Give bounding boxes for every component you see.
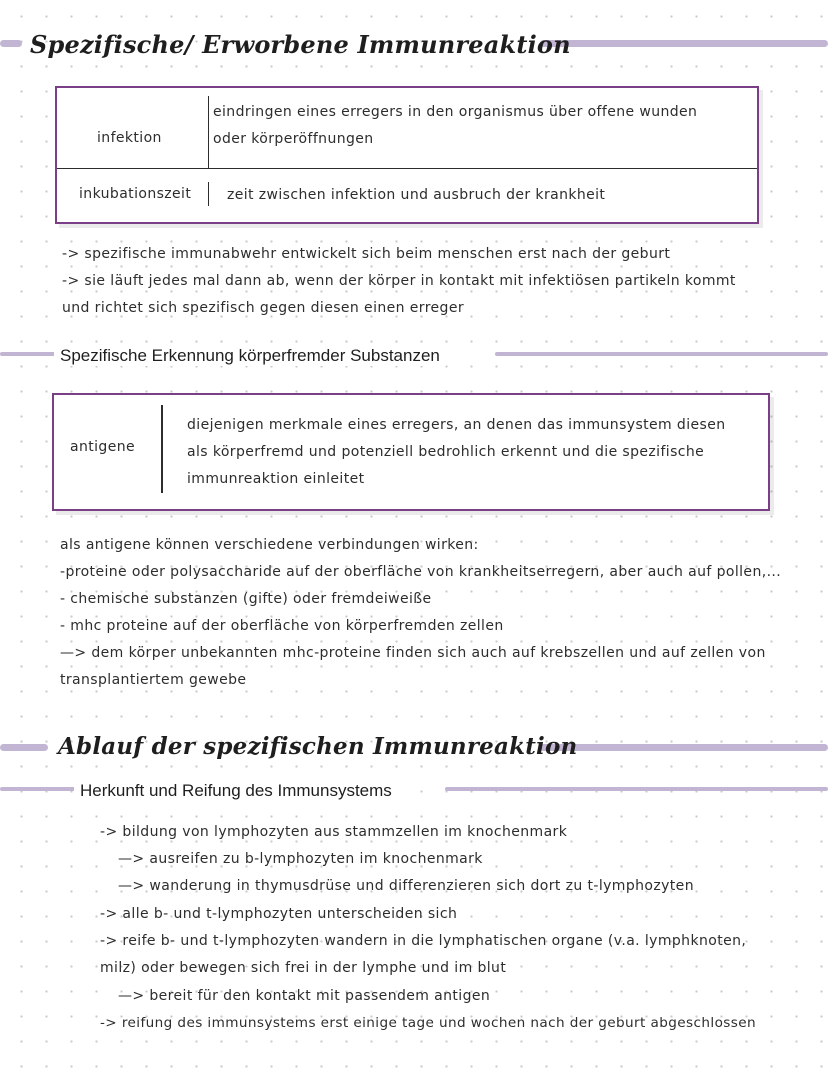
- section3-subtitle: Herkunft und Reifung des Immunsystems: [74, 781, 398, 801]
- table-horizontal-divider: [57, 168, 757, 169]
- note-line: -> reife b- und t-lymphozyten wandern in die lymphatischen organe (v.a. lymphknoten,: [100, 933, 747, 949]
- def-infektion-line1: eindringen eines erregers in den organismus über offene wunden: [213, 104, 698, 120]
- title-bar-left: [0, 744, 48, 751]
- note-line: transplantiertem gewebe: [60, 672, 247, 688]
- section1-title: Spezifische/ Erworbene Immunreaktion: [30, 30, 571, 59]
- note-line: -> spezifische immunabwehr entwickelt sich beim menschen erst nach der geburt: [62, 246, 671, 262]
- note-line: —> wanderung in thymusdrüse und differenzieren sich dort zu t-lymphozyten: [118, 878, 694, 894]
- note-line: milz) oder bewegen sich frei in der lymphe und im blut: [100, 960, 507, 976]
- def-antigene-line1: diejenigen merkmale eines erregers, an denen das immunsystem diesen: [187, 417, 726, 433]
- section3-title: Ablauf der spezifischen Immunreaktion: [58, 733, 578, 760]
- definition-table-infektion: [55, 86, 759, 224]
- note-line: —> dem körper unbekannten mhc-proteine finden sich auch auf krebszellen und auf zellen von: [60, 645, 766, 661]
- note-line: als antigene können verschiedene verbindungen wirken:: [60, 537, 479, 553]
- note-line: —> bereit für den kontakt mit passendem antigen: [118, 988, 491, 1004]
- term-antigene: antigene: [70, 439, 136, 455]
- note-line: -> sie läuft jedes mal dann ab, wenn der körper in kontakt mit infektiösen partikeln kommt: [62, 273, 736, 289]
- subtitle-bar-left: [0, 352, 60, 356]
- def-infektion-line2: oder körperöffnungen: [213, 131, 374, 147]
- box-vertical-divider: [161, 405, 163, 493]
- table-vertical-divider-top: [208, 96, 209, 168]
- note-line: -> alle b- und t-lymphozyten unterscheiden sich: [100, 906, 458, 922]
- note-line: -proteine oder polysaccharide auf der oberfläche von krankheitserregern, aber auch auf pollen,...: [60, 564, 782, 580]
- definition-box-antigene: [52, 393, 770, 511]
- table-vertical-divider-bottom: [208, 182, 209, 206]
- note-line: -> bildung von lymphozyten aus stammzellen im knochenmark: [100, 824, 568, 840]
- subtitle-bar-right: [445, 787, 828, 791]
- subtitle-bar-left: [0, 787, 78, 791]
- def-inkubationszeit: zeit zwischen infektion und ausbruch der krankheit: [227, 187, 606, 203]
- title-bar-right: [540, 744, 828, 751]
- section2-subtitle: Spezifische Erkennung körperfremder Substanzen: [54, 346, 446, 366]
- term-infektion: infektion: [97, 130, 162, 146]
- title-bar-right: [540, 40, 828, 47]
- def-antigene-line3: immunreaktion einleitet: [187, 471, 365, 487]
- note-line: und richtet sich spezifisch gegen diesen einen erreger: [62, 300, 465, 316]
- note-line: - chemische substanzen (gifte) oder fremdeiweiße: [60, 591, 432, 607]
- subtitle-bar-right: [495, 352, 828, 356]
- note-line: —> ausreifen zu b-lymphozyten im knochenmark: [118, 851, 483, 867]
- def-antigene-line2: als körperfremd und potenziell bedrohlich erkennt und die spezifische: [187, 444, 705, 460]
- term-inkubationszeit: inkubationszeit: [79, 186, 192, 202]
- title-bar-left: [0, 40, 22, 47]
- note-line: - mhc proteine auf der oberfläche von körperfremden zellen: [60, 618, 504, 634]
- note-line: -> reifung des immunsystems erst einige tage und wochen nach der geburt abgeschlossen: [100, 1015, 757, 1031]
